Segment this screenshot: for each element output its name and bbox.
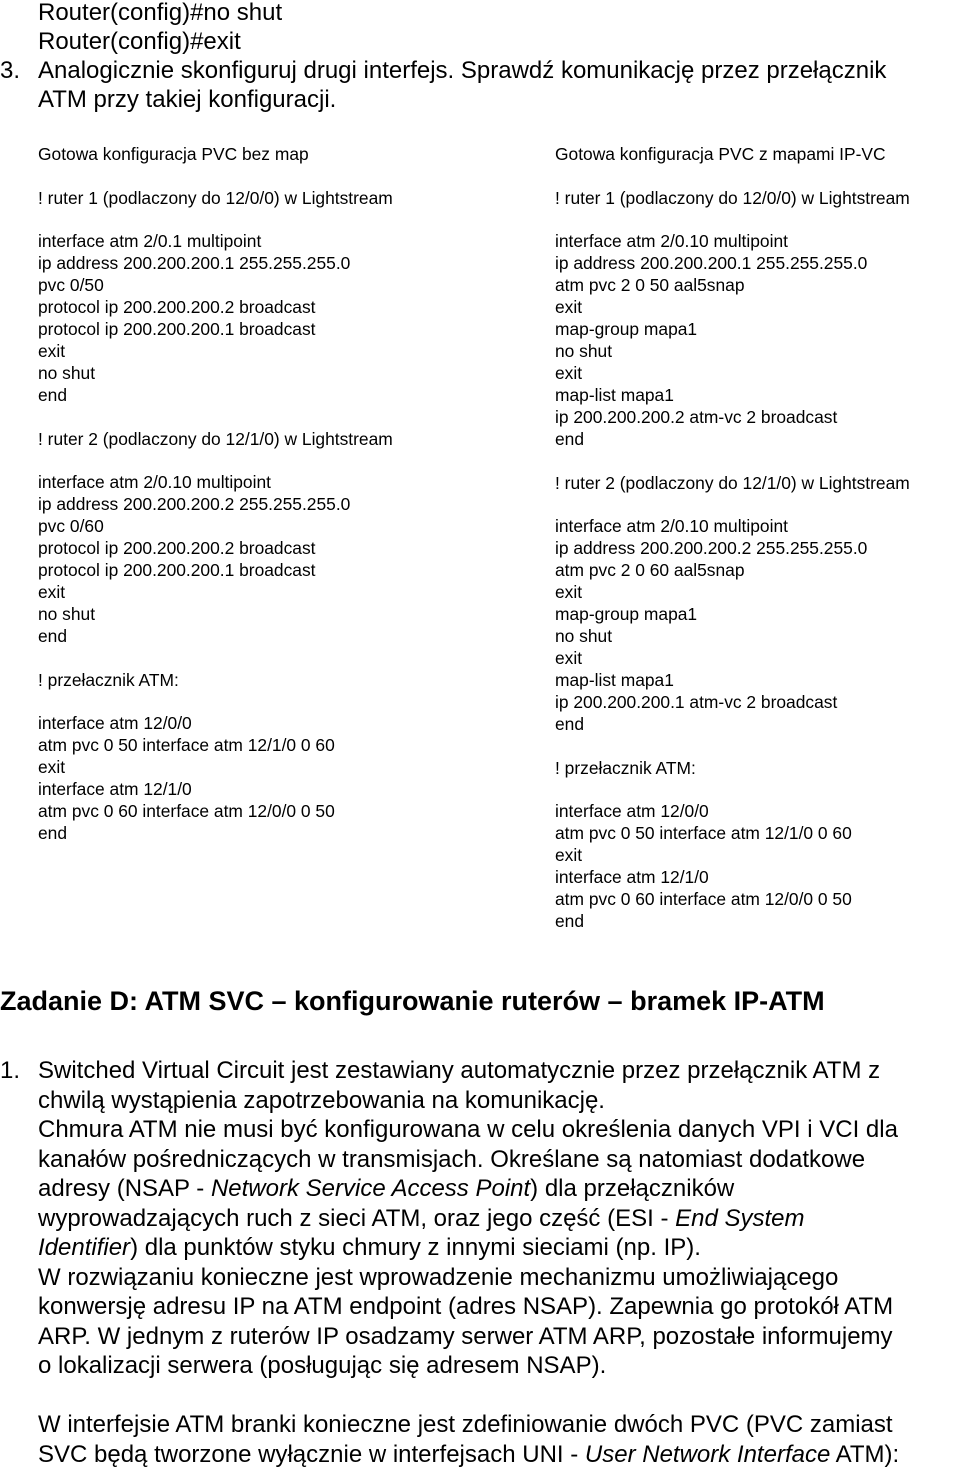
text-span: ATM): — [830, 1441, 899, 1468]
text-span: ) dla punktów styku chmury z innymi sieciami (np. IP). — [130, 1234, 701, 1261]
code-line: atm pvc 0 60 interface atm 12/0/0 0 50 — [555, 888, 910, 910]
left-config-column — [38, 143, 393, 844]
code-line: interface atm 2/0.1 multipoint — [38, 230, 393, 252]
left-r2-comment: ! ruter 2 (podlaczony do 12/1/0) w Lightstream — [38, 428, 393, 450]
code-line: exit — [38, 340, 393, 362]
body-line: Chmura ATM nie musi być konfigurowana w celu określenia danych VPI i VCI dla — [38, 1115, 899, 1145]
code-line: map-list mapa1 — [555, 669, 910, 691]
section-body — [38, 1056, 899, 1469]
code-line: interface atm 2/0.10 multipoint — [38, 471, 393, 493]
code-line: end — [555, 428, 910, 450]
code-line: exit — [555, 581, 910, 603]
left-switch-comment: ! przełacznik ATM: — [38, 669, 393, 691]
code-line: atm pvc 2 0 50 aal5snap — [555, 274, 910, 296]
body-line: kanałów pośredniczących w transmisjach. Określane są natomiast dodatkowe — [38, 1145, 899, 1175]
code-line: protocol ip 200.200.200.1 broadcast — [38, 318, 393, 340]
step-3-line-1: Analogicznie skonfiguruj drugi interfejs. Sprawdź komunikację przez przełącznik — [38, 56, 886, 85]
code-line: atm pvc 0 50 interface atm 12/1/0 0 60 — [38, 734, 393, 756]
body-line: ARP. W jednym z ruterów IP osadzamy serwer ATM ARP, pozostałe informujemy — [38, 1322, 899, 1352]
code-line: protocol ip 200.200.200.2 broadcast — [38, 537, 393, 559]
code-line: ip address 200.200.200.1 255.255.255.0 — [555, 252, 910, 274]
step-3-line-2: ATM przy takiej konfiguracji. — [38, 85, 336, 114]
code-line: no shut — [555, 625, 910, 647]
left-title: Gotowa konfiguracja PVC bez map — [38, 143, 393, 165]
body-line: chwilą wystąpienia zapotrzebowania na komunikację. — [38, 1086, 899, 1116]
body-line: konwersję adresu IP na ATM endpoint (adres NSAP). Zapewnia go protokół ATM — [38, 1292, 899, 1322]
esi-term-part: Identifier — [38, 1234, 130, 1261]
code-line: exit — [38, 581, 393, 603]
text-span: SVC będą tworzone wyłącznie w interfejsach UNI - — [38, 1441, 585, 1468]
code-line: end — [555, 713, 910, 735]
code-line: pvc 0/60 — [38, 515, 393, 537]
code-line: no shut — [38, 603, 393, 625]
code-line: ip 200.200.200.2 atm-vc 2 broadcast — [555, 406, 910, 428]
intro-line-2: Router(config)#exit — [38, 27, 241, 56]
code-line: ip address 200.200.200.2 255.255.255.0 — [38, 493, 393, 515]
code-line: interface atm 12/0/0 — [555, 800, 910, 822]
code-line: interface atm 2/0.10 multipoint — [555, 230, 910, 252]
step-3-number: 3. — [0, 56, 20, 85]
body-line — [38, 1204, 899, 1234]
body-line: Switched Virtual Circuit jest zestawiany automatycznie przez przełącznik ATM z — [38, 1056, 899, 1086]
code-line: ip address 200.200.200.2 255.255.255.0 — [555, 537, 910, 559]
code-line: map-group mapa1 — [555, 603, 910, 625]
code-line: atm pvc 2 0 60 aal5snap — [555, 559, 910, 581]
code-line: exit — [555, 362, 910, 384]
code-line: end — [38, 625, 393, 647]
esi-term-part: End System — [675, 1205, 804, 1232]
code-line: no shut — [38, 362, 393, 384]
code-line: end — [38, 384, 393, 406]
text-span: adresy (NSAP - — [38, 1175, 211, 1202]
code-line: exit — [555, 647, 910, 669]
code-line: no shut — [555, 340, 910, 362]
code-line: end — [38, 822, 393, 844]
right-switch-comment: ! przełacznik ATM: — [555, 757, 910, 779]
section-heading: Zadanie D: ATM SVC – konfigurowanie ruterów – bramek IP-ATM — [0, 986, 825, 1017]
code-line: map-list mapa1 — [555, 384, 910, 406]
code-line: atm pvc 0 60 interface atm 12/0/0 0 50 — [38, 800, 393, 822]
code-line: exit — [38, 756, 393, 778]
code-line: ip address 200.200.200.1 255.255.255.0 — [38, 252, 393, 274]
code-line: end — [555, 910, 910, 932]
code-line: exit — [555, 844, 910, 866]
body-line — [38, 1233, 899, 1263]
code-line: protocol ip 200.200.200.1 broadcast — [38, 559, 393, 581]
body-line — [38, 1440, 899, 1469]
right-r2-comment: ! ruter 2 (podlaczony do 12/1/0) w Lightstream — [555, 472, 910, 494]
intro-line-1: Router(config)#no shut — [38, 0, 282, 27]
code-line: exit — [555, 296, 910, 318]
text-span: ) dla przełączników — [530, 1175, 734, 1202]
code-line: atm pvc 0 50 interface atm 12/1/0 0 60 — [555, 822, 910, 844]
code-line: interface atm 12/1/0 — [555, 866, 910, 888]
right-r1-comment: ! ruter 1 (podlaczony do 12/0/0) w Lightstream — [555, 187, 910, 209]
code-line: pvc 0/50 — [38, 274, 393, 296]
nsap-term: Network Service Access Point — [211, 1175, 530, 1202]
body-line: o lokalizacji serwera (posługując się adresem NSAP). — [38, 1351, 899, 1381]
body-line: W interfejsie ATM branki konieczne jest zdefiniowanie dwóch PVC (PVC zamiast — [38, 1410, 899, 1440]
code-line: interface atm 12/1/0 — [38, 778, 393, 800]
item-number: 1. — [0, 1056, 20, 1086]
code-line: interface atm 2/0.10 multipoint — [555, 515, 910, 537]
body-line: W rozwiązaniu konieczne jest wprowadzenie mechanizmu umożliwiającego — [38, 1263, 899, 1293]
code-line: interface atm 12/0/0 — [38, 712, 393, 734]
body-line — [38, 1174, 899, 1204]
code-line: protocol ip 200.200.200.2 broadcast — [38, 296, 393, 318]
text-span: wyprowadzających ruch z sieci ATM, oraz jego część (ESI - — [38, 1205, 675, 1232]
uni-term: User Network Interface — [585, 1441, 830, 1468]
right-title: Gotowa konfiguracja PVC z mapami IP-VC — [555, 143, 910, 165]
code-line: ip 200.200.200.1 atm-vc 2 broadcast — [555, 691, 910, 713]
left-r1-comment: ! ruter 1 (podlaczony do 12/0/0) w Lightstream — [38, 187, 393, 209]
right-config-column — [555, 143, 910, 932]
code-line: map-group mapa1 — [555, 318, 910, 340]
